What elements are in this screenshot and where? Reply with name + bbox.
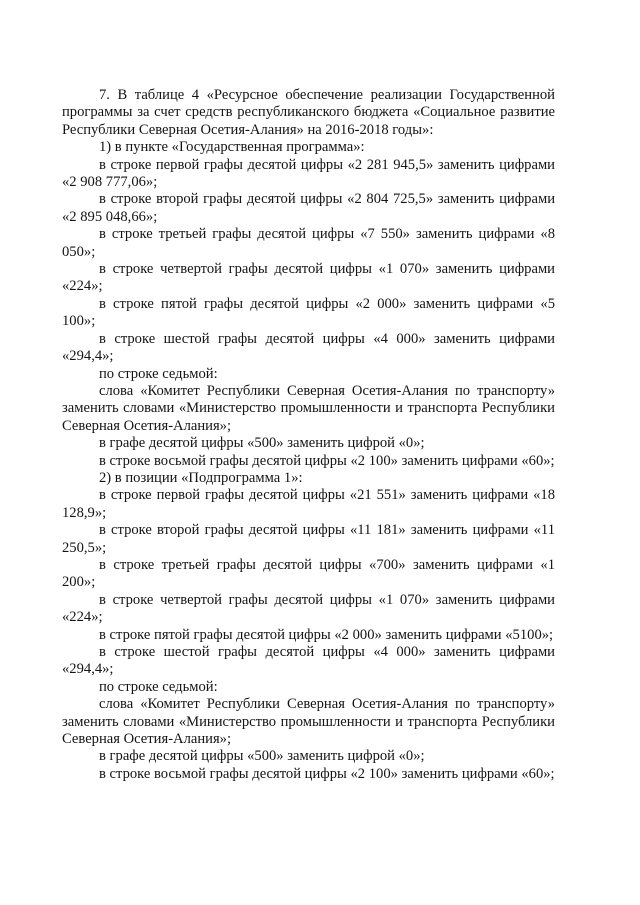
paragraph-row-1: в строке первой графы десятой цифры «2 281 945,5» заменить цифрами «2 908 777,06»; xyxy=(62,156,555,191)
paragraph-row-7-words: слова «Комитет Республики Северная Осетия-Алания по транспорту» заменить словами «Министерство промышленности и транспорта Республики Северная Осетия-Алания»; xyxy=(62,382,555,434)
paragraph-sub1-row-7-column-10: в графе десятой цифры «500» заменить цифрой «0»; xyxy=(99,748,425,765)
paragraph-sub1-row-7-label: по строке седьмой: xyxy=(99,678,218,695)
paragraph-row-3: в строке третьей графы десятой цифры «7 550» заменить цифрами «8 050»; xyxy=(62,226,555,260)
paragraph-subitem-1: 1) в пункте «Государственная программа»: xyxy=(99,139,365,156)
paragraph-row-7-label: по строке седьмой: xyxy=(99,365,218,382)
paragraph-row-5: в строке пятой графы десятой цифры «2 000» заменить цифрами «5 100»; xyxy=(62,295,555,330)
paragraph-sub1-row-2: в строке второй графы десятой цифры «11 181» заменить цифрами «11 250,5»; xyxy=(62,522,555,556)
paragraph-sub1-row-8: в строке восьмой графы десятой цифры «2 100» заменить цифрами «60»; xyxy=(99,765,555,782)
paragraph-sub1-row-1: в строке первой графы десятой цифры «21 551» заменить цифрами «18 128,9»; xyxy=(62,487,555,521)
paragraph-sub1-row-7-words: слова «Комитет Республики Северная Осетия-Алания по транспорту» заменить словами «Министерство промышленности и транспорта Республики Северная Осетия-Алания»; xyxy=(62,696,555,748)
paragraph-subitem-2: 2) в позиции «Подпрограмма 1»: xyxy=(99,469,303,486)
paragraph-row-6: в строке шестой графы десятой цифры «4 000» заменить цифрами «294,4»; xyxy=(62,330,555,365)
paragraph-sub1-row-4: в строке четвертой графы десятой цифры «1 070» заменить цифрами «224»; xyxy=(62,591,555,626)
paragraph-sub1-row-3: в строке третьей графы десятой цифры «700» заменить цифрами «1 200»; xyxy=(62,556,555,591)
paragraph-row-8: в строке восьмой графы десятой цифры «2 100» заменить цифрами «60»; xyxy=(99,452,555,469)
paragraph-row-2: в строке второй графы десятой цифры «2 804 725,5» заменить цифрами «2 895 048,66»; xyxy=(62,191,555,225)
paragraph-item-7-heading: 7. В таблице 4 «Ресурсное обеспечение реализации Государственной программы за счет средств республиканского бюджета «Социальное развитие Республики Северная Осетия-Алания» на 2016-2018 годы»: xyxy=(62,87,555,138)
paragraph-row-7-column-10: в графе десятой цифры «500» заменить цифрой «0»; xyxy=(99,435,425,452)
document-page xyxy=(62,87,555,783)
paragraph-sub1-row-6: в строке шестой графы десятой цифры «4 000» заменить цифрами «294,4»; xyxy=(62,644,555,678)
paragraph-sub1-row-5: в строке пятой графы десятой цифры «2 000» заменить цифрами «5100»; xyxy=(99,626,554,643)
paragraph-row-4: в строке четвертой графы десятой цифры «1 070» заменить цифрами «224»; xyxy=(62,261,555,295)
